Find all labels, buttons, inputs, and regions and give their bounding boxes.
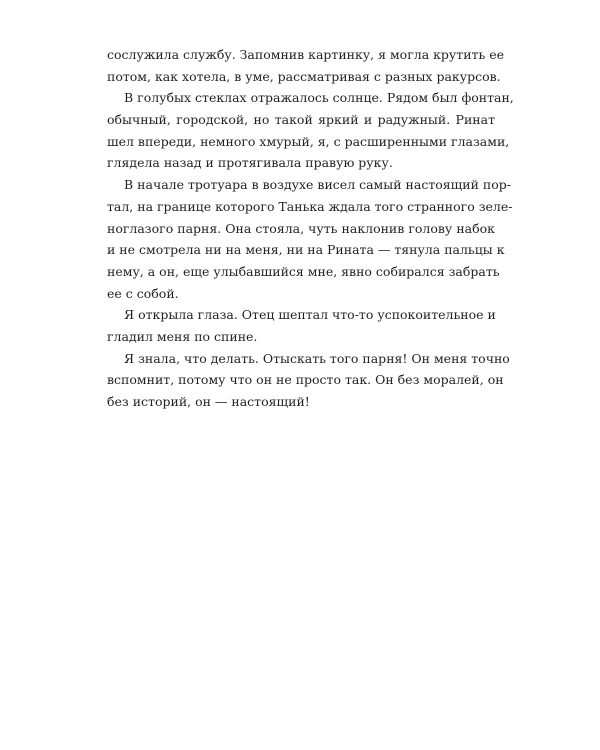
text-line: Я знала, что делать. Отыскать того парня! Он меня точно (124, 350, 510, 366)
text-line: Я открыла глаза. Отец шептал что-то успокоительное и (124, 307, 496, 323)
text-line: тал, на границе которого Танька ждала того странного зеле- (107, 198, 513, 214)
text-line: В начале тротуара в воздухе висел самый настоящий пор- (124, 177, 511, 193)
text-block (107, 44, 514, 413)
text-line: и не смотрела ни на меня, ни на Рината — тянула пальцы к (107, 242, 505, 258)
text-line: потом, как хотела, в уме, рассматривая с разных ракурсов. (107, 68, 501, 84)
text-line: сослужила службу. Запомнив картинку, я могла крутить ее (107, 47, 505, 62)
text-line: вспомнит, потому что он не просто так. Он без моралей, он (107, 372, 504, 388)
text-line: обычный, городской, но такой яркий и радужный. Ринат (107, 112, 495, 128)
paragraph-3 (107, 174, 513, 304)
text-line: ноглазого парня. Она стояла, чуть наклонив голову набок (107, 220, 495, 236)
paragraph-2 (107, 87, 514, 174)
text-line: гладил меня по спине. (107, 328, 258, 344)
paragraph-4 (107, 304, 495, 347)
text-line: В голубых стеклах отражалось солнце. Рядом был фонтан, (124, 90, 514, 106)
text-line: ее с собой. (107, 285, 179, 301)
text-line: нему, а он, еще улыбавшийся мне, явно собирался забрать (107, 263, 500, 279)
text-line: без историй, он — настоящий! (107, 394, 310, 409)
paragraph-1 (107, 44, 505, 87)
paragraph-5 (107, 348, 510, 413)
text-line: шел впереди, немного хмурый, я, с расширенными глазами, (107, 133, 510, 149)
text-line: глядела назад и протягивала правую руку. (107, 155, 393, 171)
